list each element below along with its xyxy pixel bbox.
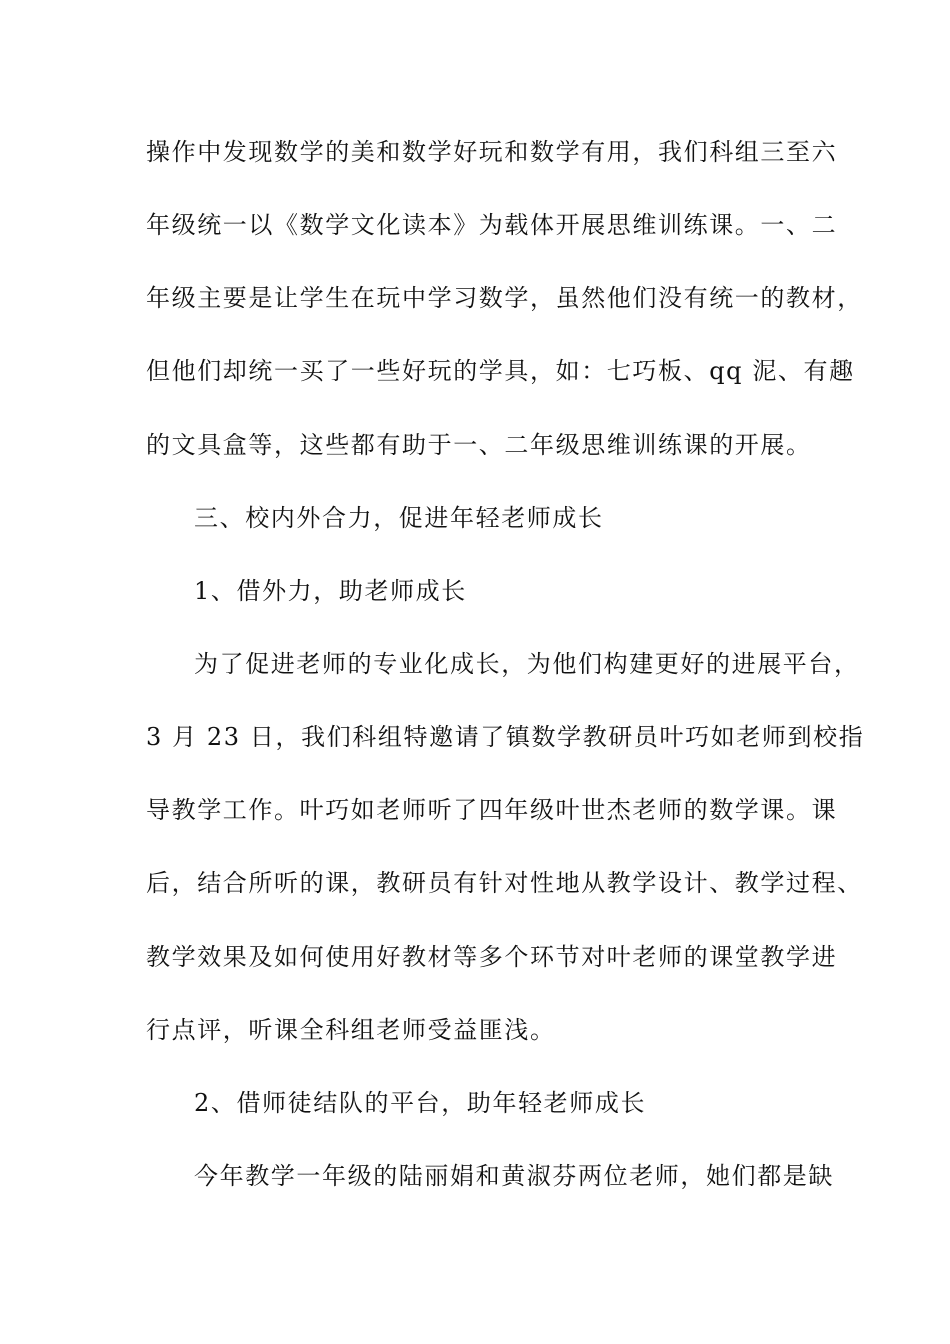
paragraph-line: 后，结合所听的课，教研员有针对性地从教学设计、教学过程、	[146, 869, 863, 897]
paragraph-line: 今年教学一年级的陆丽娟和黄淑芬两位老师，她们都是缺	[194, 1162, 834, 1190]
paragraph-line: 但他们却统一买了一些好玩的学具，如：七巧板、qq 泥、有趣	[146, 357, 855, 385]
paragraph-line: 年级统一以《数学文化读本》为载体开展思维训练课。一、二	[146, 211, 838, 239]
paragraph-line: 教学效果及如何使用好教材等多个环节对叶老师的课堂教学进	[146, 943, 838, 971]
paragraph-line: 行点评，听课全科组老师受益匪浅。	[146, 1016, 556, 1044]
paragraph-line: 为了促进老师的专业化成长，为他们构建更好的进展平台，	[194, 650, 860, 678]
paragraph-line: 的文具盒等，这些都有助于一、二年级思维训练课的开展。	[146, 431, 812, 459]
paragraph-line: 3 月 23 日，我们科组特邀请了镇数学教研员叶巧如老师到校指	[146, 723, 865, 751]
paragraph-line: 导教学工作。叶巧如老师听了四年级叶世杰老师的数学课。课	[146, 796, 838, 824]
paragraph-line: 年级主要是让学生在玩中学习数学，虽然他们没有统一的教材，	[146, 284, 863, 312]
section-heading: 三、校内外合力，促进年轻老师成长	[194, 504, 604, 532]
paragraph-line: 操作中发现数学的美和数学好玩和数学有用，我们科组三至六	[146, 138, 838, 166]
subsection-heading: 2、借师徒结队的平台，助年轻老师成长	[194, 1089, 647, 1117]
subsection-heading: 1、借外力，助老师成长	[194, 577, 467, 605]
